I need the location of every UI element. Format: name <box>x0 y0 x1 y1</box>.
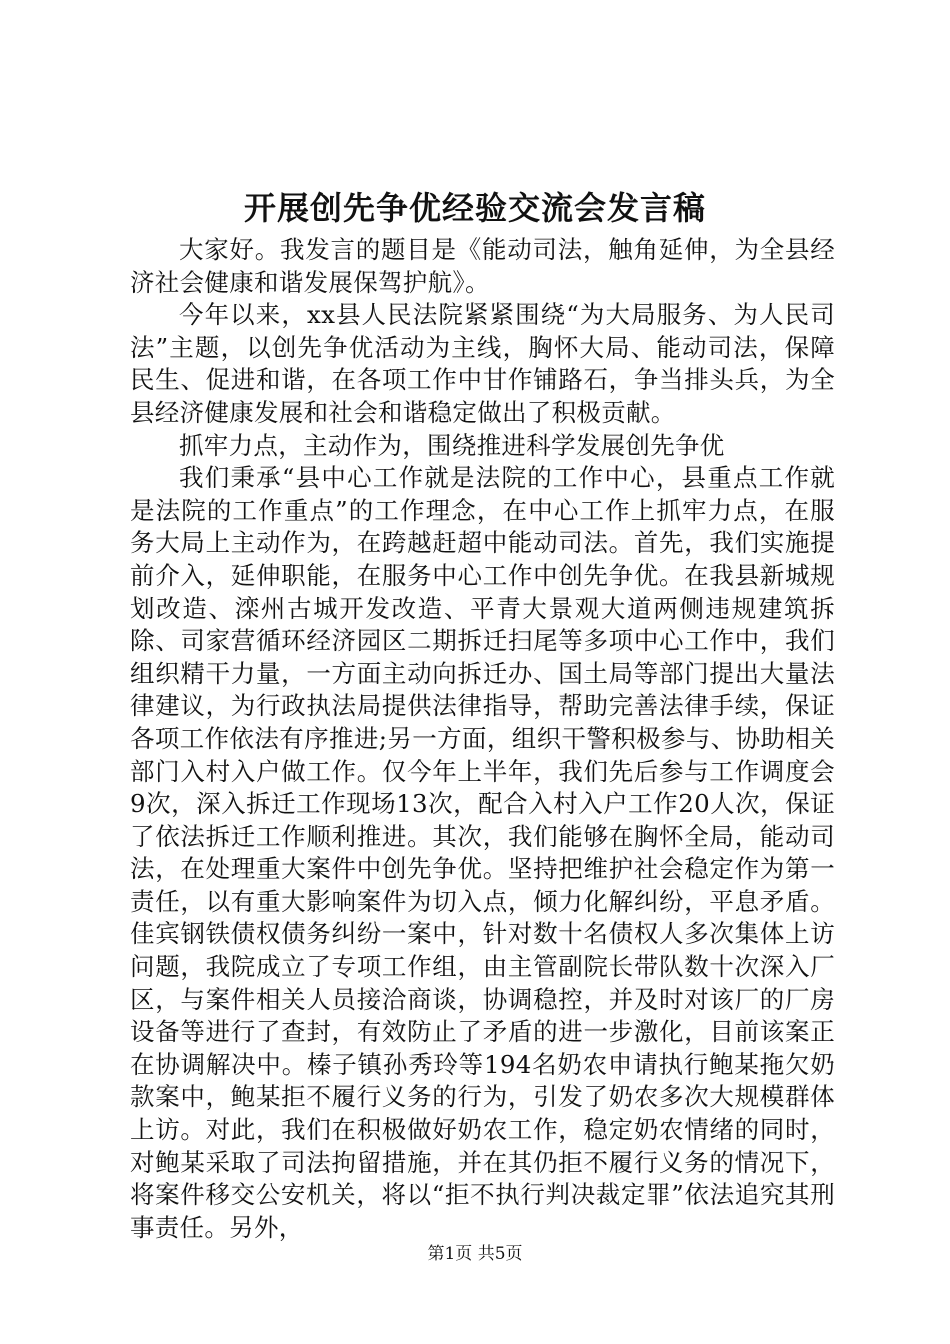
section-heading: 抓牢力点，主动作为，围绕推进科学发展创先争优 <box>179 430 725 460</box>
paragraph-intro: 今年以来，xx县人民法院紧紧围绕“为大局服务、为人民司法”主题，以创先争优活动为主线，胸怀大局、能动司法，保障民生、促进和谐，在各项工作中甘作铺路石，争当排头兵，为全县经济健康发展和社会和谐稳定做出了积极贡献。 <box>130 300 836 427</box>
paragraph-main: 我们秉承“县中心工作就是法院的工作中心，县重点工作就是法院的工作重点”的工作理念，在中心工作上抓牢力点，在服务大局上主动作为，在跨越赶超中能动司法。首先，我们实施提前介入，延伸职能，在服务中心工作中创先争优。在我县新城规划改造、滦州古城开发改造、平青大景观大道两侧违规建筑拆除、司家营循环经济园区二期拆迁扫尾等多项中心工作中，我们组织精干力量，一方面主动向拆迁办、国土局等部门提出大量法律建议，为行政执法局提供法律指导，帮助完善法律手续，保证各项工作依法有序推进;另一方面，组织干警积极参与、协助相关部门入村入户做工作。仅今年上半年，我们先后参与工作调度会9次，深入拆迁工作现场13次，配合入村入户工作20人次，保证了依法拆迁工作顺利推进。其次，我们能够在胸怀全局，能动司法，在处理重大案件中创先争优。坚持把维护社会稳定作为第一责任，以有重大影响案件为切入点，倾力化解纠纷，平息矛盾。佳宾钢铁债权债务纠纷一案中，针对数十名债权人多次集体上访问题，我院成立了专项工作组，由主管副院长带队数十次深入厂区，与案件相关人员接洽商谈，协调稳控，并及时对该厂的厂房设备等进行了查封，有效防止了矛盾的进一步激化，目前该案正在协调解决中。榛子镇孙秀玲等194名奶农申请执行鲍某拖欠奶款案中，鲍某拒不履行义务的行为，引发了奶农多次大规模群体上访。对此，我们在积极做好奶农工作，稳定奶农情绪的同时，对鲍某采取了司法拘留措施，并在其仍拒不履行义务的情况下，将案件移交公安机关，将以“拒不执行判决裁定罪”依法追究其刑事责任。另外， <box>130 463 835 1242</box>
document-title: 开展创先争优经验交流会发言稿 <box>243 189 706 227</box>
paragraph-greeting: 大家好。我发言的题目是《能动司法，触角延伸，为全县经济社会健康和谐发展保驾护航》。 <box>130 235 835 297</box>
document-body <box>130 234 835 1244</box>
page-footer: 第1页 共5页 <box>427 1244 523 1264</box>
